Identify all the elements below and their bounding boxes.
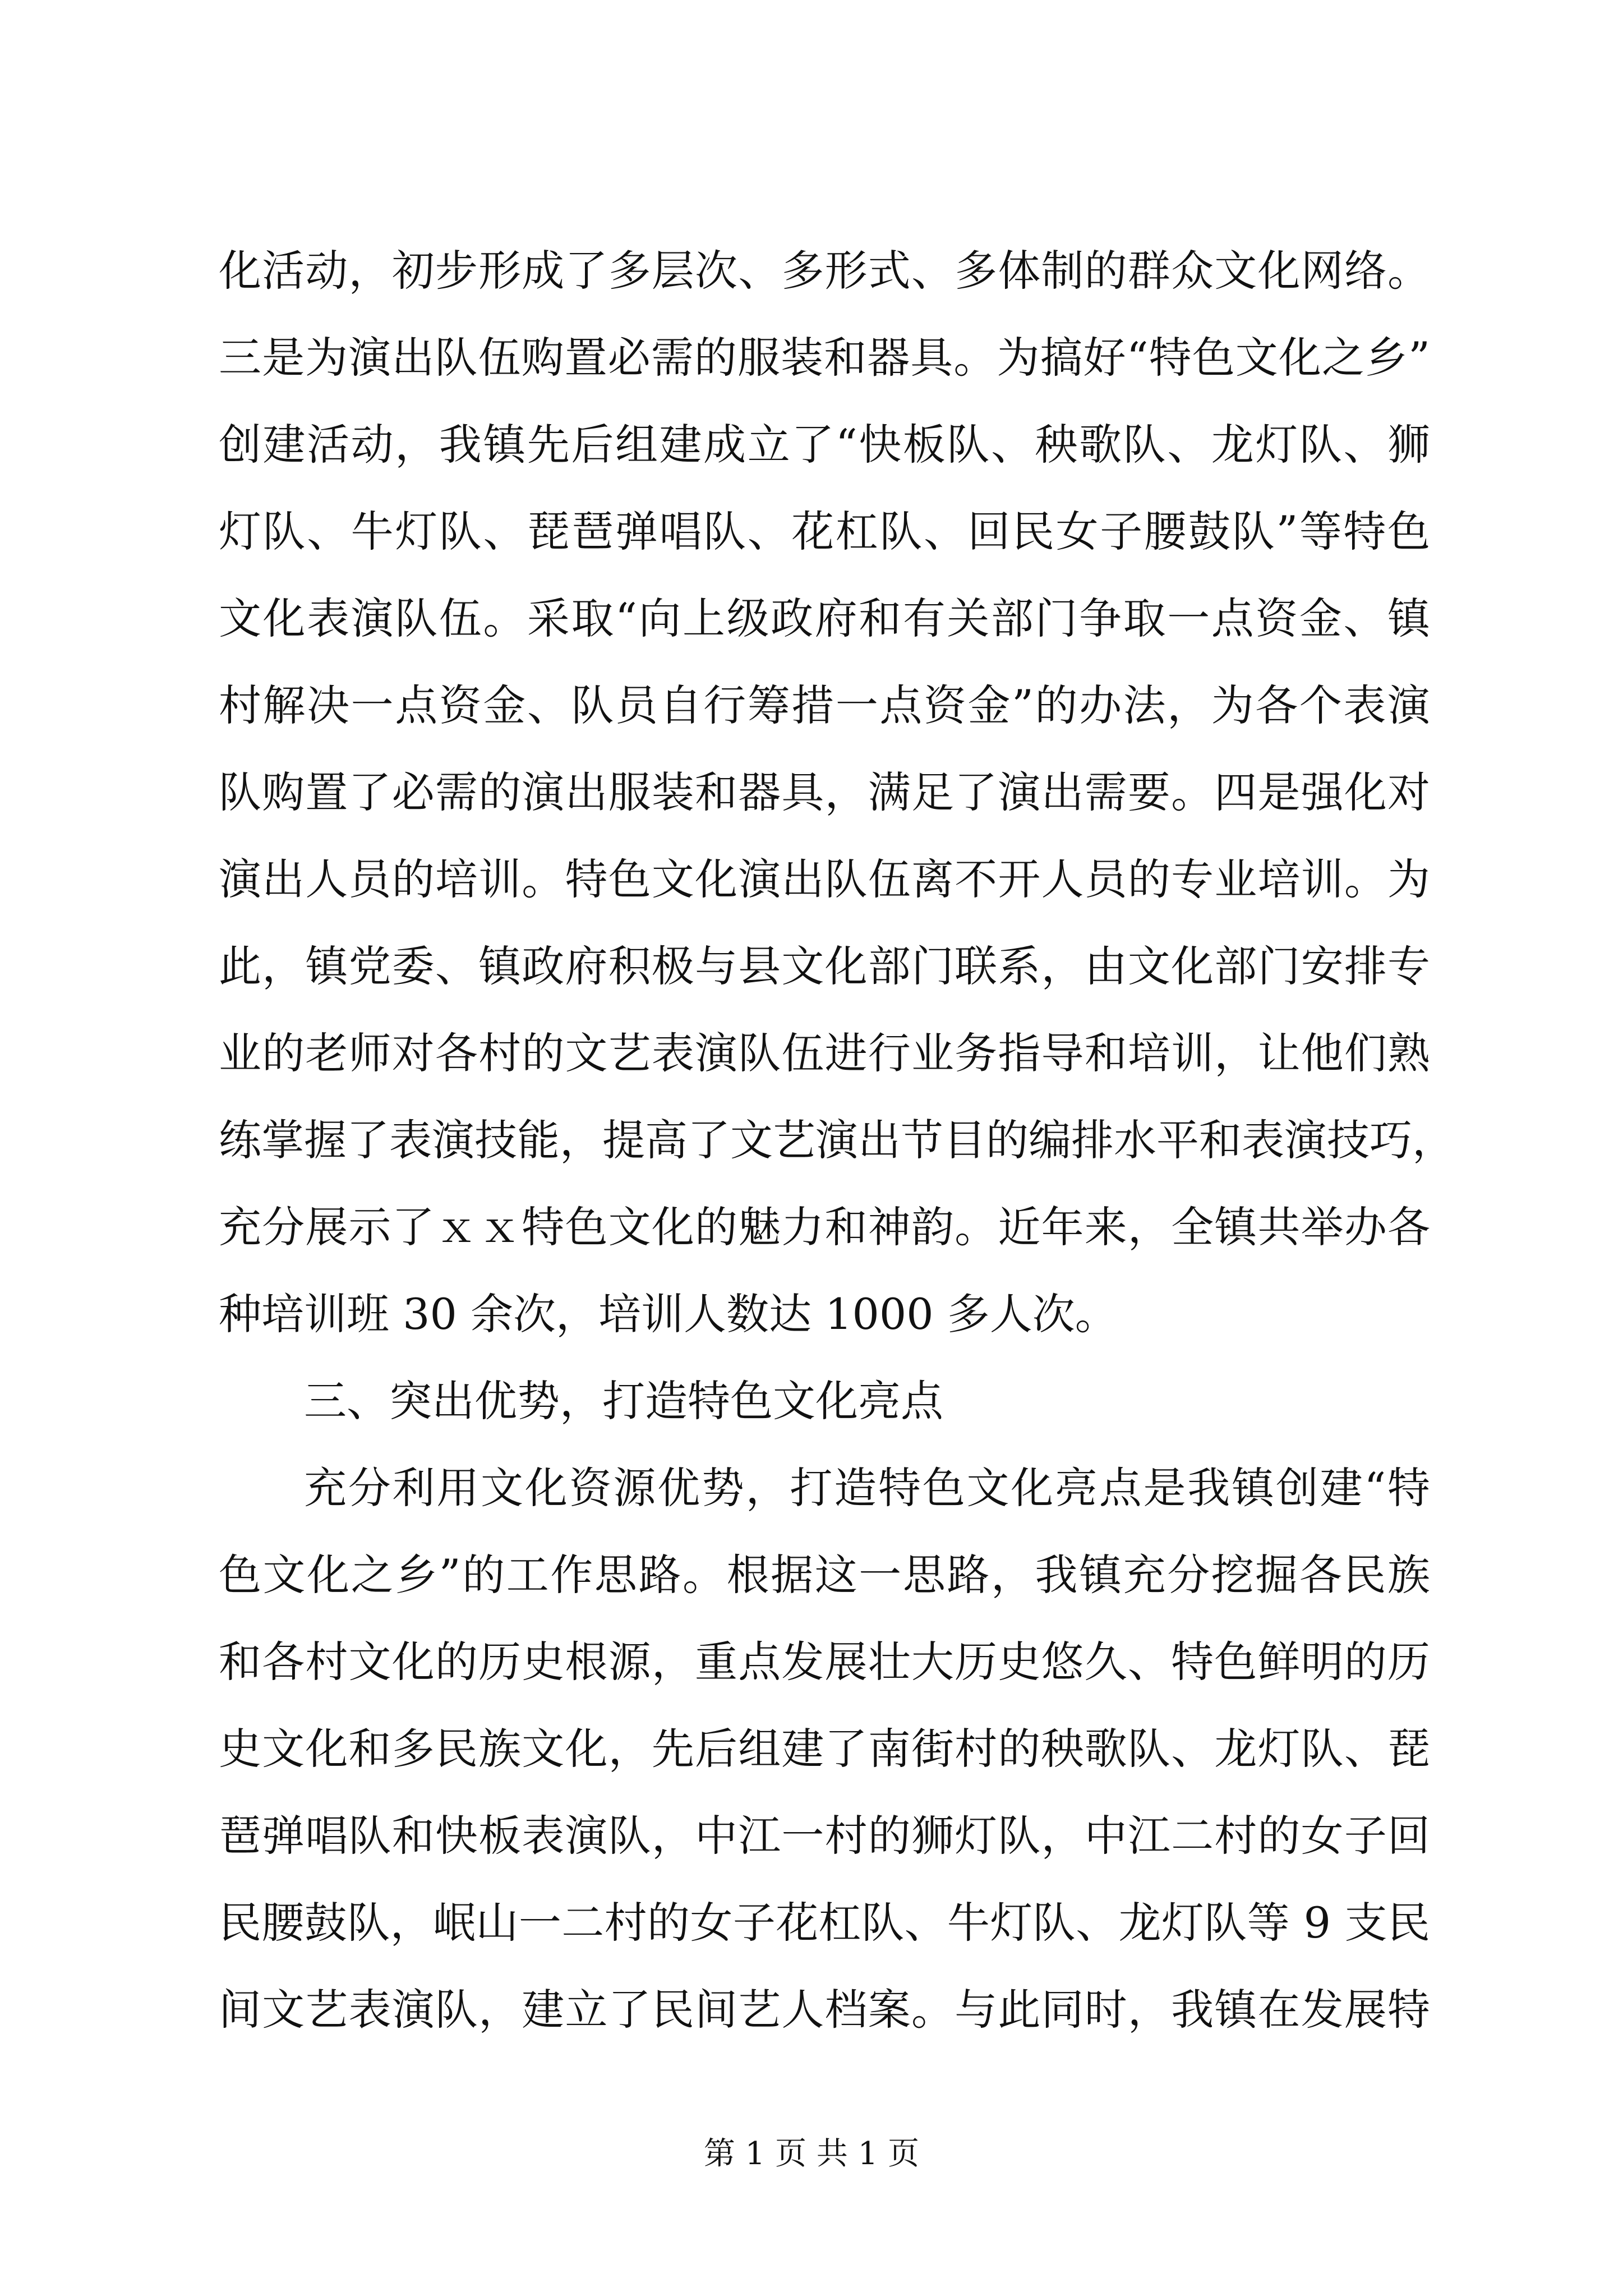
text-line: 化活动，初步形成了多层次、多形式、多体制的群众文化网络。 (219, 246, 1430, 296)
section-heading: 三、突出优势，打造特色文化亮点 (304, 1376, 943, 1426)
text-line: 充分展示了ｘｘ特色文化的魅力和神韵。近年来，全镇共举办各 (219, 1202, 1430, 1252)
text-line: 琶弹唱队和快板表演队，中江一村的狮灯队，中江二村的女子回 (219, 1811, 1430, 1861)
text-line: 演出人员的培训。特色文化演出队伍离不开人员的专业培训。为 (219, 854, 1430, 904)
text-line: 和各村文化的历史根源，重点发展壮大历史悠久、特色鲜明的历 (219, 1637, 1430, 1687)
text-line: 史文化和多民族文化，先后组建了南街村的秧歌队、龙灯队、琵 (219, 1724, 1430, 1774)
text-line: 文化表演队伍。采取“向上级政府和有关部门争取一点资金、镇 (219, 593, 1430, 643)
text-line: 业的老师对各村的文艺表演队伍进行业务指导和培训，让他们熟 (219, 1028, 1430, 1078)
text-line: 种培训班 30 余次，培训人数达 1000 多人次。 (219, 1289, 1118, 1339)
text-line: 村解决一点资金、队员自行筹措一点资金”的办法，为各个表演 (219, 680, 1430, 730)
text-line: 灯队、牛灯队、琵琶弹唱队、花杠队、回民女子腰鼓队”等特色 (219, 507, 1430, 556)
text-line: 队购置了必需的演出服装和器具，满足了演出需要。四是强化对 (219, 767, 1430, 817)
text-line: 间文艺表演队，建立了民间艺人档案。与此同时，我镇在发展特 (219, 1985, 1430, 2035)
text-line: 练掌握了表演技能，提高了文艺演出节目的编排水平和表演技巧， (219, 1115, 1455, 1165)
page-footer: 第 1 页 共 1 页 (703, 2136, 920, 2172)
text-line: 民腰鼓队，岷山一二村的女子花杠队、牛灯队、龙灯队等 9 支民 (219, 1898, 1430, 1948)
text-line: 创建活动，我镇先后组建成立了“快板队、秧歌队、龙灯队、狮 (219, 420, 1430, 470)
text-line: 三是为演出队伍购置必需的服装和器具。为搞好“特色文化之乡” (219, 333, 1430, 383)
text-line: 充分利用文化资源优势，打造特色文化亮点是我镇创建“特 (304, 1463, 1430, 1513)
text-line: 此，镇党委、镇政府积极与县文化部门联系，由文化部门安排专 (219, 941, 1430, 991)
document-body (219, 227, 1455, 2053)
text-line: 色文化之乡”的工作思路。根据这一思路，我镇充分挖掘各民族 (219, 1550, 1430, 1600)
